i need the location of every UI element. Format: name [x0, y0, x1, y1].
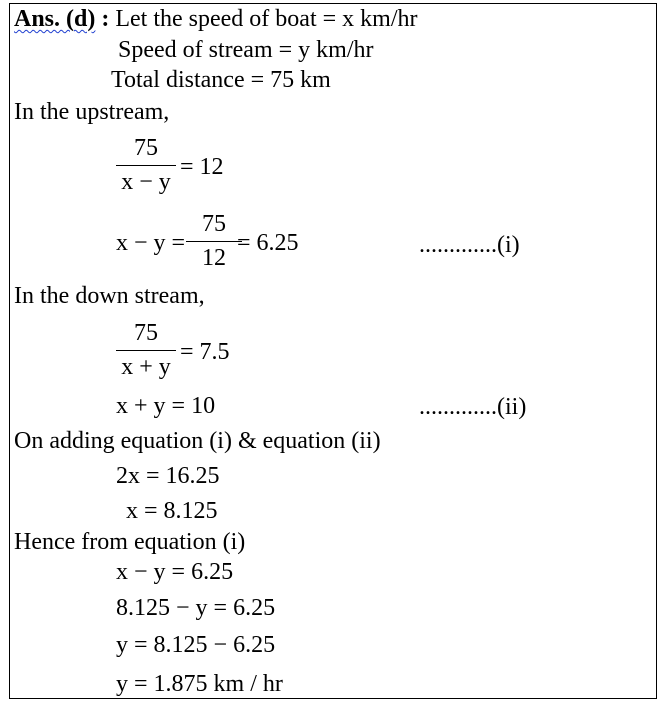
fraction-bar	[116, 350, 176, 351]
fraction-denominator: x + y	[121, 354, 171, 381]
adding-line-1: 2x = 16.25	[116, 463, 220, 489]
fraction-numerator: 75	[134, 320, 158, 346]
answer-label: Ans. (d)	[14, 6, 96, 32]
downstream-heading: In the down stream,	[14, 283, 205, 309]
upstream-eq2-rhs: = 6.25	[237, 230, 299, 256]
fraction-bar	[116, 165, 176, 166]
upstream-eq2-lhs: x − y =	[116, 230, 186, 256]
stream-speed-text: Speed of stream = y km/hr	[118, 37, 374, 63]
fraction-denominator: x − y	[121, 169, 171, 196]
boat-speed-text: Let the speed of boat = x km/hr	[115, 6, 418, 32]
fraction-bar	[186, 241, 242, 242]
downstream-eq2: x + y = 10	[116, 393, 216, 419]
fraction-numerator: 75	[134, 135, 158, 161]
answer-intro-line	[14, 5, 417, 33]
downstream-fraction	[116, 319, 176, 381]
equation-ref-ii: .............(ii)	[419, 394, 527, 420]
hence-line-4: y = 1.875 km / hr	[116, 671, 283, 697]
total-distance-text: Total distance = 75 km	[111, 67, 331, 93]
hence-line-2: 8.125 − y = 6.25	[116, 595, 276, 621]
upstream-fraction-1	[116, 134, 176, 196]
adding-line-2: x = 8.125	[126, 498, 218, 524]
adding-heading: On adding equation (i) & equation (ii)	[14, 428, 381, 454]
equation-ref-i: .............(i)	[419, 232, 520, 258]
upstream-fraction-2	[186, 210, 242, 272]
answer-colon: :	[101, 6, 110, 32]
downstream-eq1-rhs: = 7.5	[180, 339, 230, 365]
fraction-denominator: 12	[202, 245, 226, 272]
fraction-numerator: 75	[202, 211, 226, 237]
hence-heading: Hence from equation (i)	[14, 529, 246, 555]
upstream-heading: In the upstream,	[14, 99, 170, 125]
upstream-eq1-rhs: = 12	[180, 154, 224, 180]
hence-line-1: x − y = 6.25	[116, 559, 234, 585]
hence-line-3: y = 8.125 − 6.25	[116, 632, 276, 658]
